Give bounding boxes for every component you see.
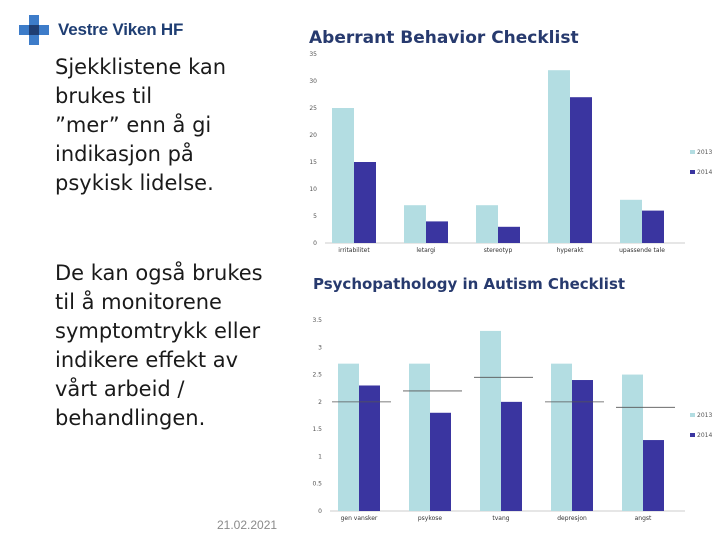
- bar: [643, 440, 664, 511]
- bar: [480, 331, 501, 511]
- y-tick-label: 3: [318, 344, 322, 352]
- chart-title-abc: Aberrant Behavior Checklist: [309, 28, 579, 48]
- bar: [430, 413, 451, 511]
- legend-swatch: [690, 170, 695, 174]
- cross-logo-icon: [18, 14, 50, 46]
- category-label: tvang: [492, 515, 510, 522]
- slide-date: 21.02.2021: [217, 518, 278, 532]
- legend-label: 2014: [697, 432, 713, 439]
- bar: [354, 162, 376, 243]
- bar: [570, 97, 592, 243]
- category-label: irritabilitet: [338, 247, 370, 254]
- category-label: stereotyp: [483, 247, 513, 254]
- category-label: upassende tale: [619, 247, 665, 254]
- category-label: letargi: [416, 247, 436, 254]
- bar: [404, 205, 426, 243]
- bar: [622, 375, 643, 511]
- y-tick-label: 0.5: [312, 480, 322, 488]
- y-tick-label: 0: [318, 508, 322, 515]
- legend-swatch: [690, 433, 695, 437]
- bar: [620, 200, 642, 243]
- y-tick-label: 30: [309, 78, 317, 85]
- psychopathology-chart: [300, 312, 720, 527]
- bar: [359, 385, 380, 511]
- bar: [501, 402, 522, 511]
- category-label: depresjon: [557, 515, 587, 522]
- y-tick-label: 25: [309, 105, 317, 112]
- legend-label: 2013: [697, 149, 713, 156]
- bar: [426, 221, 448, 243]
- legend-swatch: [690, 150, 695, 154]
- y-tick-label: 5: [313, 213, 317, 220]
- y-tick-label: 10: [309, 186, 317, 193]
- category-label: psykose: [417, 515, 443, 522]
- y-tick-label: 0: [313, 240, 317, 247]
- paragraph-checklists: Sjekklistene kan brukes til ”mer” enn å gi indikasjon på psykisk lidelse.: [55, 55, 227, 195]
- y-tick-label: 1.5: [312, 426, 322, 434]
- logo: [18, 14, 183, 46]
- category-label: hyperakt: [556, 247, 584, 254]
- y-tick-label: 2.5: [312, 371, 322, 379]
- paragraph-monitoring: De kan også brukes til å monitorene symptomtrykk eller indikere effekt av vårt arbeid / behandlingen.: [55, 261, 263, 430]
- y-tick-label: 35: [309, 51, 317, 58]
- bar: [332, 108, 354, 243]
- legend-label: 2013: [697, 412, 713, 419]
- y-tick-label: 15: [309, 159, 317, 166]
- bar: [572, 380, 593, 511]
- bar: [476, 205, 498, 243]
- y-tick-label: 20: [309, 132, 317, 139]
- category-label: gen vansker: [340, 515, 378, 522]
- bar: [409, 364, 430, 511]
- legend-swatch: [690, 413, 695, 417]
- legend-label: 2014: [697, 169, 713, 176]
- bar: [548, 70, 570, 243]
- y-tick-label: 1: [318, 453, 322, 461]
- aberrant-behavior-chart: [300, 50, 720, 255]
- category-label: angst: [634, 515, 652, 522]
- bar: [642, 211, 664, 243]
- y-tick-label: 3.5: [312, 317, 322, 324]
- y-tick-label: 2: [318, 398, 322, 406]
- bar: [498, 227, 520, 243]
- logo-text: Vestre Viken HF: [58, 20, 184, 39]
- bar: [338, 364, 359, 511]
- bar: [551, 364, 572, 511]
- chart-title-pac: Psychopathology in Autism Checklist: [313, 275, 626, 293]
